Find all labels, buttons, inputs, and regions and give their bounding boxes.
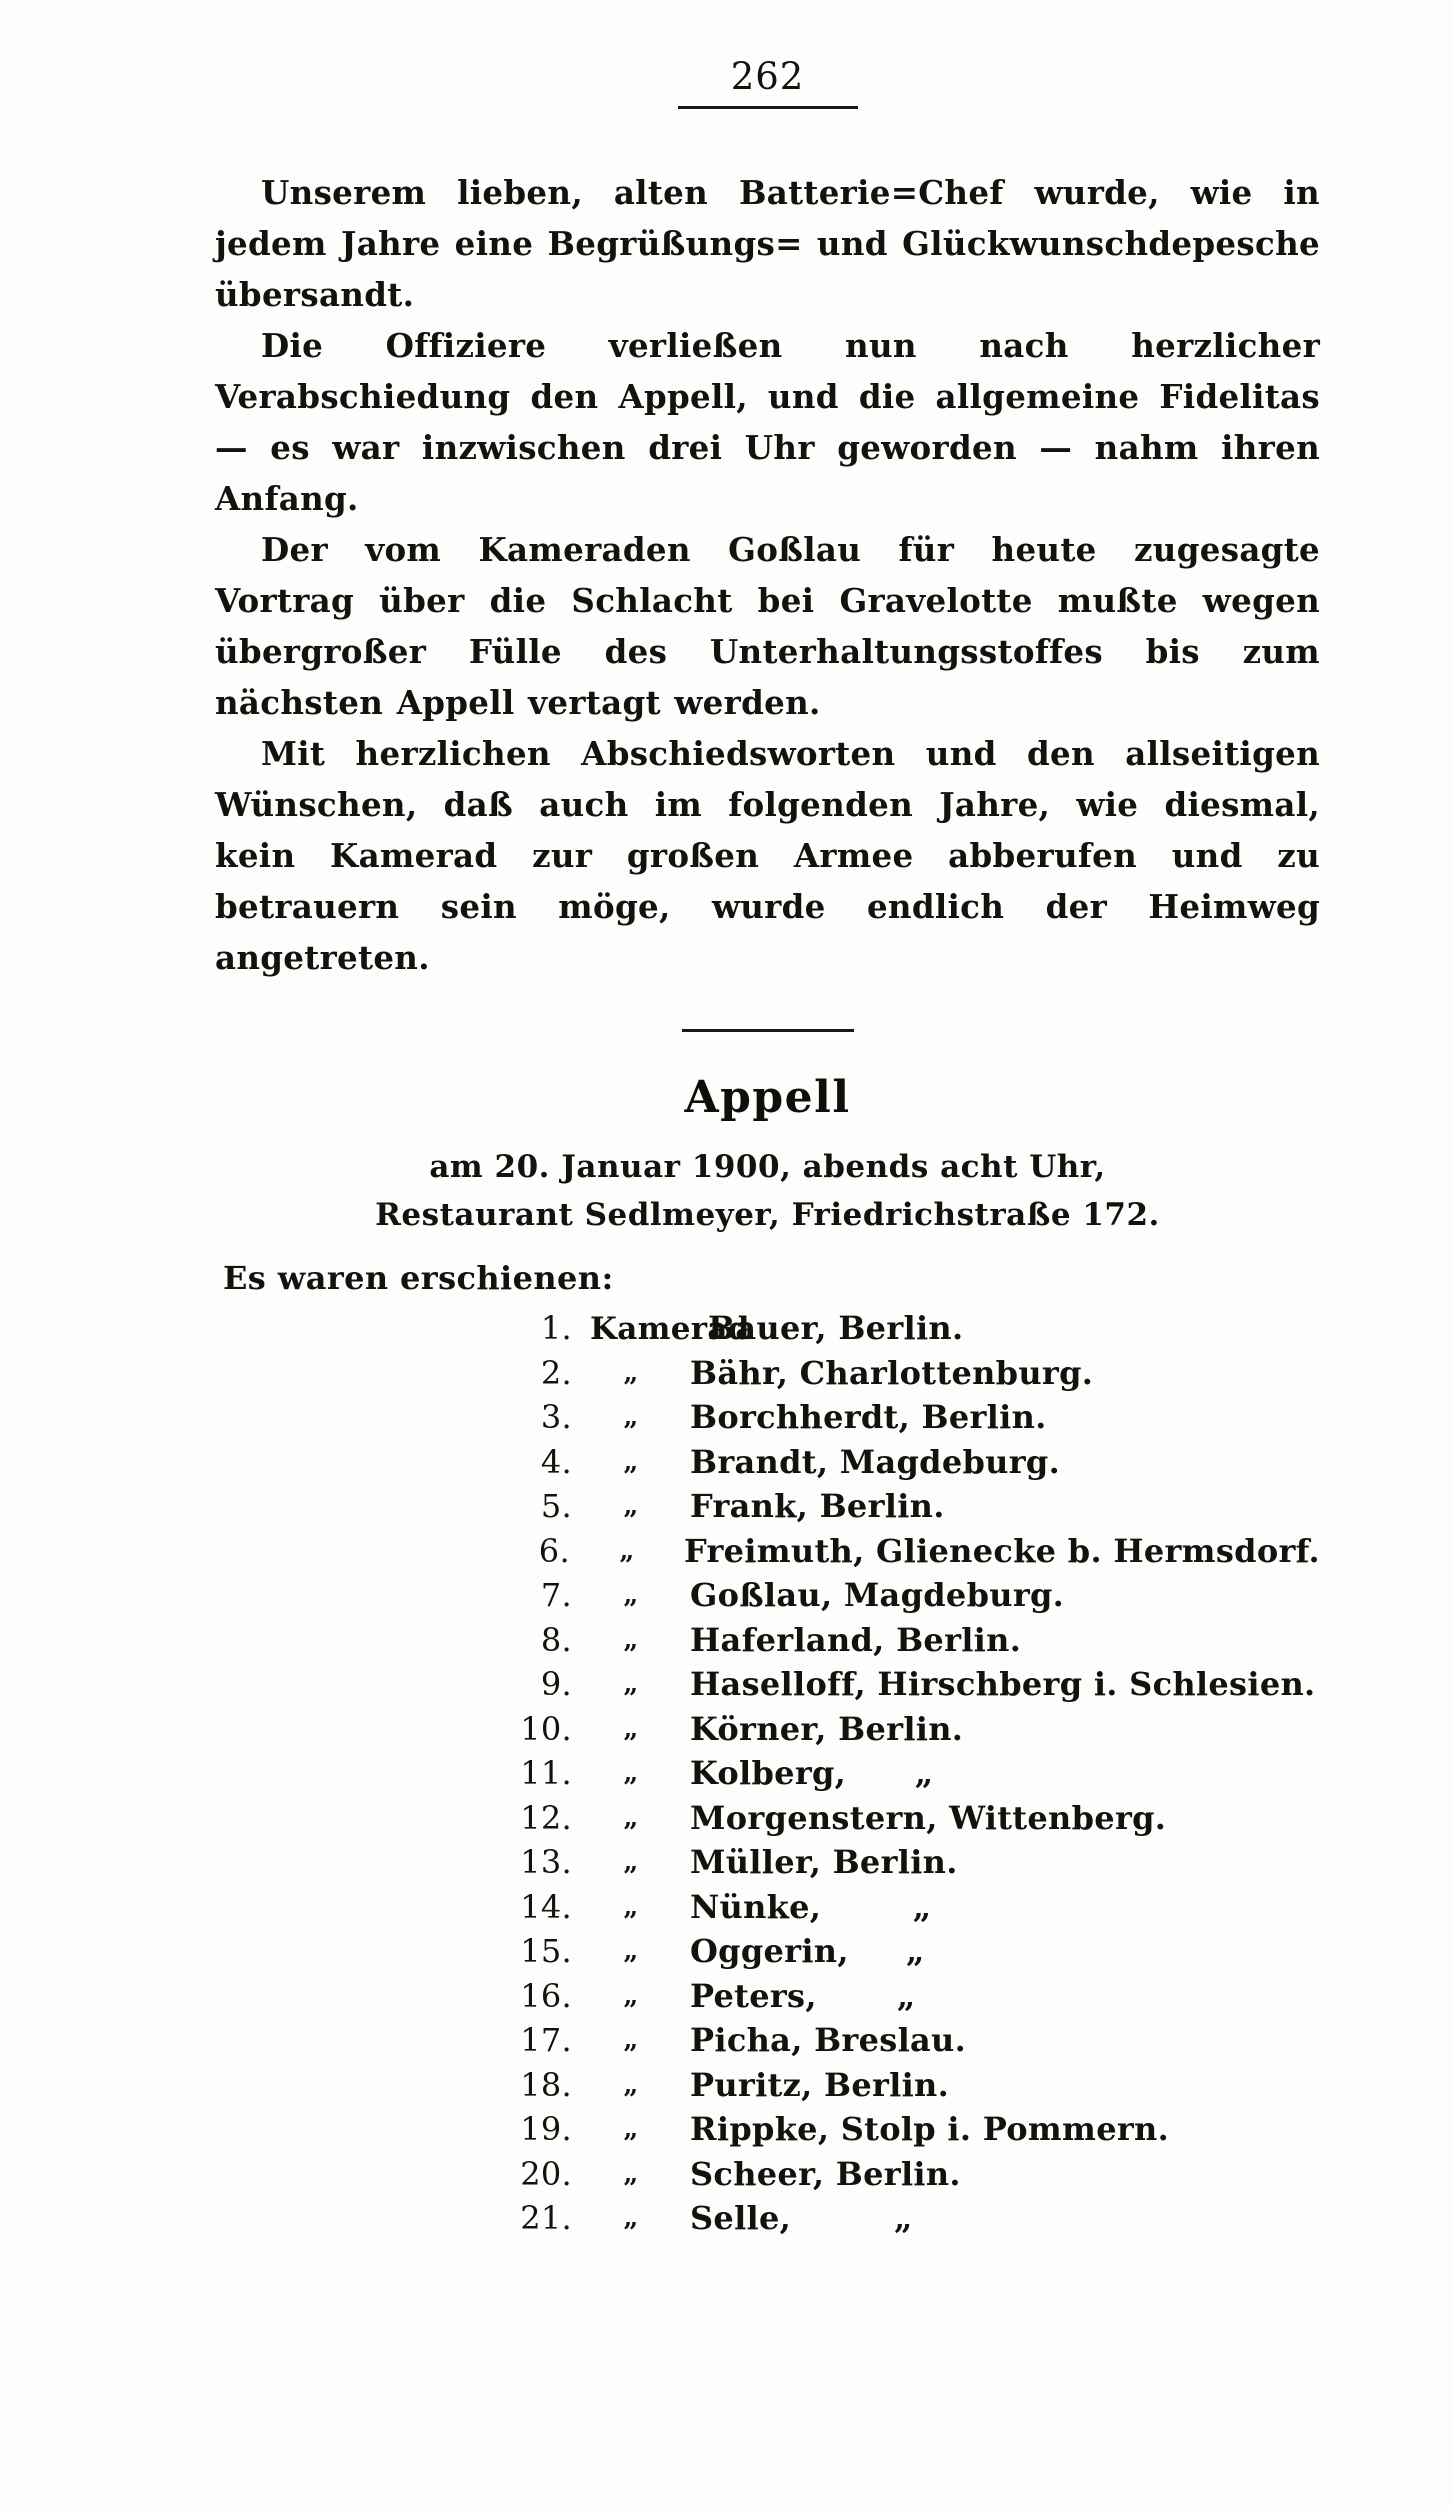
list-item-rank: „ bbox=[623, 1357, 639, 1388]
list-item bbox=[510, 2110, 1320, 2155]
attendee-list-intro: Es waren erschienen: bbox=[223, 1259, 614, 1297]
list-item-number: 6. bbox=[538, 1531, 570, 1570]
list-item bbox=[510, 1532, 1320, 1577]
list-item-number: 20. bbox=[520, 2154, 572, 2193]
list-item-number: 8. bbox=[540, 1620, 572, 1659]
list-item-rank: „ bbox=[623, 2069, 639, 2100]
list-item-rank: „ bbox=[623, 2025, 639, 2055]
list-item bbox=[510, 1354, 1320, 1399]
list-item-name: Puritz, Berlin. bbox=[690, 2065, 950, 2104]
list-item-rank: „ bbox=[623, 1980, 639, 2011]
list-item bbox=[510, 2066, 1320, 2111]
list-item-rank: „ bbox=[623, 1402, 639, 1432]
section-subtitle-date: am 20. Januar 1900, abends acht Uhr, bbox=[429, 1149, 1106, 1185]
list-item-number: 17. bbox=[520, 2021, 572, 2059]
list-item-number: 4. bbox=[540, 1442, 572, 1481]
list-item-number: 3. bbox=[540, 1398, 572, 1436]
list-item-number: 12. bbox=[520, 1798, 572, 1837]
list-item-name: Bauer, Berlin. bbox=[708, 1309, 964, 1347]
list-item-name: Bähr, Charlottenburg. bbox=[690, 1353, 1094, 1392]
list-item-rank: „ bbox=[623, 1936, 639, 1966]
list-item-number: 19. bbox=[520, 2110, 572, 2148]
list-item-name: Haselloff, Hirschberg i. Schlesien. bbox=[690, 1665, 1316, 1703]
page-number-rule bbox=[678, 106, 858, 109]
list-item-rank: „ bbox=[623, 1669, 639, 1699]
attendee-list bbox=[510, 1309, 1320, 2244]
list-item-number: 14. bbox=[520, 1887, 572, 1926]
list-item-name: Freimuth, Glienecke b. Hermsdorf. bbox=[684, 1531, 1320, 1570]
list-item-name: Rippke, Stolp i. Pommern. bbox=[690, 2110, 1170, 2148]
list-item bbox=[510, 1576, 1320, 1621]
list-item-number: 18. bbox=[520, 2065, 572, 2104]
list-item bbox=[510, 1799, 1320, 1844]
paragraph: Die Offiziere verließen nun nach herzlicher Verabschiedung den Appell, und die allgemeine Fidelitas — es war inzwischen drei Uhr geworden — nahm ihren Anfang. bbox=[215, 326, 1320, 518]
list-item-name: Goßlau, Magdeburg. bbox=[690, 1576, 1065, 1614]
list-item-rank: „ bbox=[623, 2158, 639, 2189]
list-item-rank: „ bbox=[623, 1624, 639, 1655]
list-item bbox=[510, 1665, 1320, 1710]
list-item bbox=[510, 1888, 1320, 1933]
list-item bbox=[510, 1977, 1320, 2022]
list-item bbox=[510, 1621, 1320, 1666]
list-item-number: 2. bbox=[540, 1353, 572, 1392]
list-item bbox=[510, 1754, 1320, 1799]
body-text bbox=[215, 167, 1320, 983]
list-item bbox=[510, 1843, 1320, 1888]
list-item-name: Peters, „ bbox=[690, 1976, 916, 2015]
list-item bbox=[510, 1398, 1320, 1443]
list-item-number: 10. bbox=[520, 1709, 572, 1748]
list-item-rank: „ bbox=[623, 1802, 639, 1833]
list-item bbox=[510, 1487, 1320, 1532]
list-item-name: Scheer, Berlin. bbox=[690, 2154, 961, 2193]
list-item-rank: „ bbox=[623, 1891, 639, 1922]
list-item-name: Kolberg, „ bbox=[690, 1754, 934, 1792]
list-item-rank: „ bbox=[623, 1713, 639, 1744]
list-item-name: Picha, Breslau. bbox=[690, 2021, 967, 2059]
list-item-rank: „ bbox=[623, 1758, 639, 1788]
list-item-name: Frank, Berlin. bbox=[690, 1487, 945, 1525]
list-item bbox=[510, 2021, 1320, 2066]
section-subtitle-venue: Restaurant Sedlmeyer, Friedrichstraße 172. bbox=[375, 1197, 1160, 1233]
page-content bbox=[215, 55, 1320, 2244]
list-item-rank: „ bbox=[623, 1847, 639, 1877]
list-item-rank: „ bbox=[623, 2114, 639, 2144]
list-item bbox=[510, 1932, 1320, 1977]
list-item-number: 9. bbox=[540, 1665, 572, 1703]
list-item-name: Nünke, „ bbox=[690, 1887, 932, 1926]
list-item-number: 5. bbox=[540, 1487, 572, 1525]
list-item-rank: Kamerad bbox=[590, 1311, 750, 1347]
list-item-rank: „ bbox=[619, 1535, 635, 1566]
list-item bbox=[510, 2155, 1320, 2200]
list-item-number: 13. bbox=[520, 1843, 572, 1881]
section-divider bbox=[682, 1029, 854, 1032]
list-item-name: Borchherdt, Berlin. bbox=[690, 1398, 1047, 1436]
list-item-number: 15. bbox=[520, 1932, 572, 1970]
list-item-name: Oggerin, „ bbox=[690, 1932, 925, 1970]
list-item bbox=[510, 2199, 1320, 2244]
list-item-number: 1. bbox=[540, 1309, 572, 1347]
paragraph: Der vom Kameraden Goßlau für heute zugesagte Vortrag über die Schlacht bei Gravelotte mußte wegen übergroßer Fülle des Unterhaltungsstoffes bis zum nächsten Appell vertagt werden. bbox=[215, 530, 1320, 722]
list-item-name: Müller, Berlin. bbox=[690, 1843, 958, 1881]
list-item-name: Brandt, Magdeburg. bbox=[690, 1442, 1061, 1481]
list-item-name: Haferland, Berlin. bbox=[690, 1620, 1022, 1659]
paragraph: Unserem lieben, alten Batterie=Chef wurde, wie in jedem Jahre eine Begrüßungs= und Glückwunschdepesche übersandt. bbox=[215, 173, 1320, 314]
list-item bbox=[510, 1309, 1320, 1354]
list-item-name: Selle, „ bbox=[690, 2199, 913, 2237]
list-item-name: Körner, Berlin. bbox=[690, 1709, 964, 1748]
list-item-number: 21. bbox=[520, 2199, 572, 2237]
list-item-rank: „ bbox=[623, 1491, 639, 1521]
list-item-rank: „ bbox=[623, 1580, 639, 1610]
list-item-rank: „ bbox=[623, 2203, 639, 2233]
list-item-name: Morgenstern, Wittenberg. bbox=[690, 1798, 1167, 1837]
list-item-number: 7. bbox=[540, 1576, 572, 1614]
list-item-rank: „ bbox=[623, 1446, 639, 1477]
list-item bbox=[510, 1710, 1320, 1755]
page-number: 262 bbox=[730, 55, 805, 98]
list-item-number: 16. bbox=[520, 1976, 572, 2015]
list-item bbox=[510, 1443, 1320, 1488]
paragraph: Mit herzlichen Abschiedsworten und den allseitigen Wünschen, daß auch im folgenden Jahre, wie diesmal, kein Kamerad zur großen Armee abberufen und zu betrauern sein möge, wurde endlich der Heimweg angetreten. bbox=[215, 734, 1320, 977]
list-item-number: 11. bbox=[520, 1754, 572, 1792]
section-title: Appell bbox=[684, 1072, 851, 1123]
